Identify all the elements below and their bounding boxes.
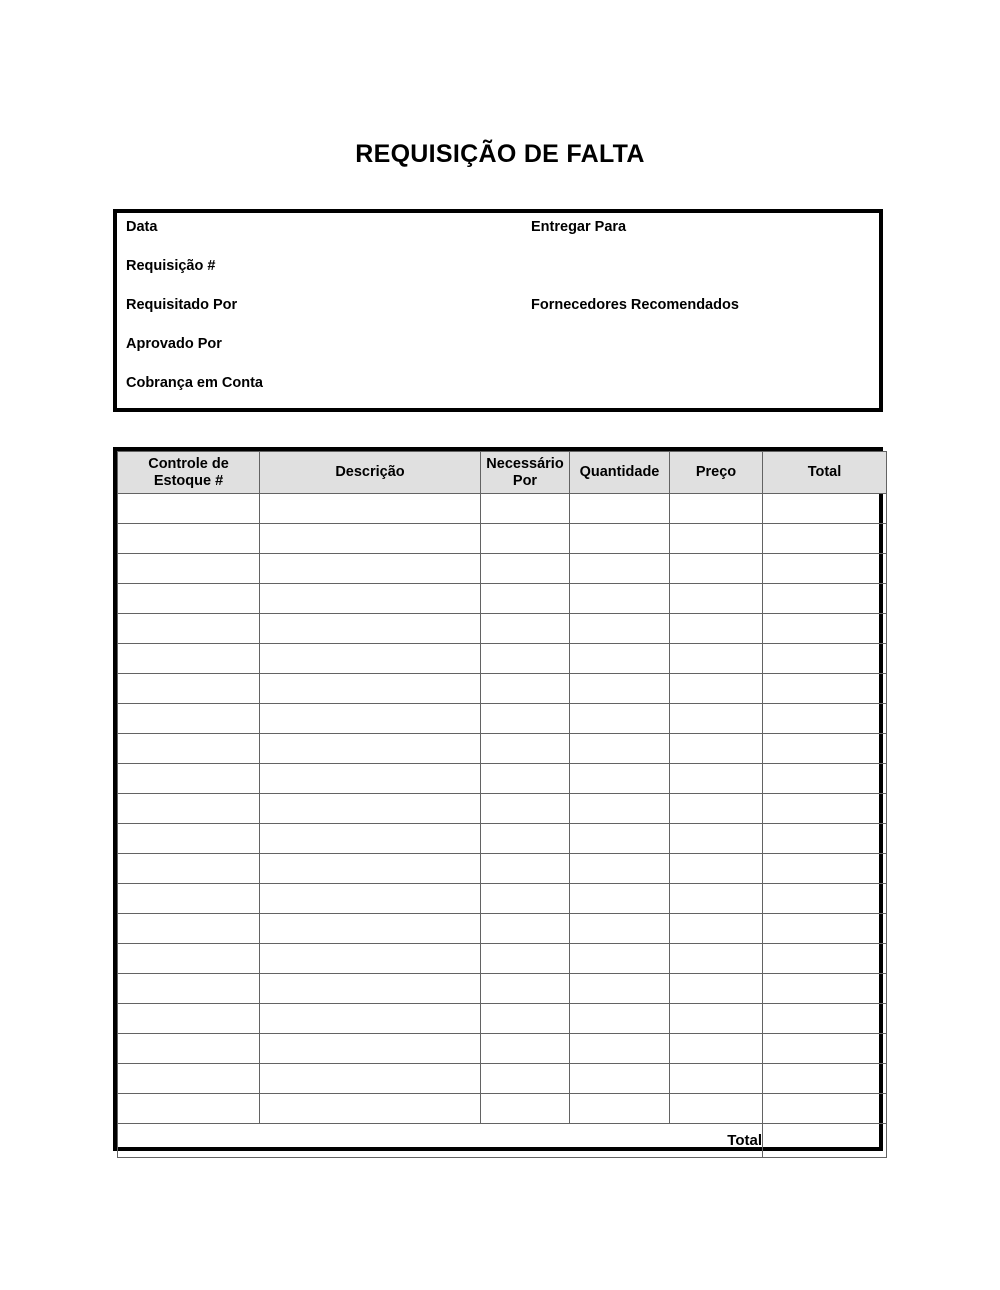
cell-needed[interactable] xyxy=(481,614,570,644)
cell-price[interactable] xyxy=(670,524,763,554)
total-value-cell[interactable] xyxy=(763,1124,887,1158)
cell-qty[interactable] xyxy=(570,584,670,614)
cell-needed[interactable] xyxy=(481,794,570,824)
table-row xyxy=(118,824,887,854)
column-header-total: Total xyxy=(763,452,887,494)
cell-price[interactable] xyxy=(670,644,763,674)
cell-total[interactable] xyxy=(763,914,887,944)
cell-total[interactable] xyxy=(763,974,887,1004)
table-row xyxy=(118,884,887,914)
cell-total[interactable] xyxy=(763,614,887,644)
line-items-header xyxy=(118,452,887,494)
cell-desc[interactable] xyxy=(260,674,481,704)
cell-price[interactable] xyxy=(670,494,763,524)
cell-total[interactable] xyxy=(763,734,887,764)
cell-needed[interactable] xyxy=(481,854,570,884)
cell-stock[interactable] xyxy=(118,1094,260,1124)
requisition-info-body xyxy=(117,213,879,408)
cell-desc[interactable] xyxy=(260,1004,481,1034)
table-row xyxy=(118,674,887,704)
cell-price[interactable] xyxy=(670,1094,763,1124)
cell-qty[interactable] xyxy=(570,854,670,884)
cell-total[interactable] xyxy=(763,1094,887,1124)
cell-price[interactable] xyxy=(670,704,763,734)
cell-desc[interactable] xyxy=(260,704,481,734)
cell-desc[interactable] xyxy=(260,884,481,914)
cell-needed[interactable] xyxy=(481,704,570,734)
cell-qty[interactable] xyxy=(570,614,670,644)
field-fornecedores-recomendados[interactable]: Fornecedores Recomendados xyxy=(531,297,739,313)
cell-needed[interactable] xyxy=(481,494,570,524)
cell-price[interactable] xyxy=(670,794,763,824)
cell-stock[interactable] xyxy=(118,1064,260,1094)
requisition-info-table xyxy=(117,213,879,408)
cell-total[interactable] xyxy=(763,524,887,554)
cell-desc[interactable] xyxy=(260,1034,481,1064)
field-entregar-para[interactable]: Entregar Para xyxy=(531,219,627,235)
table-row xyxy=(118,1094,887,1124)
cell-price[interactable] xyxy=(670,944,763,974)
cell-qty[interactable] xyxy=(570,1064,670,1094)
cell-desc[interactable] xyxy=(260,644,481,674)
cell-needed[interactable] xyxy=(481,764,570,794)
cell-stock[interactable] xyxy=(118,674,260,704)
cell-needed[interactable] xyxy=(481,584,570,614)
cell-price[interactable] xyxy=(670,1064,763,1094)
cell-qty[interactable] xyxy=(570,974,670,1004)
table-total-row xyxy=(118,1124,887,1158)
info-row-requisitado-por xyxy=(117,291,879,330)
cell-total[interactable] xyxy=(763,554,887,584)
cell-stock[interactable] xyxy=(118,524,260,554)
cell-total[interactable] xyxy=(763,824,887,854)
field-requisitado-por[interactable]: Requisitado Por xyxy=(126,297,238,313)
cell-needed[interactable] xyxy=(481,674,570,704)
cell-qty[interactable] xyxy=(570,674,670,704)
column-header-description: Descrição xyxy=(260,452,481,494)
cell-total[interactable] xyxy=(763,944,887,974)
table-row xyxy=(118,494,887,524)
cell-stock[interactable] xyxy=(118,734,260,764)
cell-desc[interactable] xyxy=(260,764,481,794)
cell-stock[interactable] xyxy=(118,704,260,734)
field-aprovado-por[interactable]: Aprovado Por xyxy=(126,336,222,352)
cell-qty[interactable] xyxy=(570,1094,670,1124)
cell-desc[interactable] xyxy=(260,494,481,524)
table-row xyxy=(118,704,887,734)
cell-total[interactable] xyxy=(763,794,887,824)
cell-qty[interactable] xyxy=(570,494,670,524)
cell-desc[interactable] xyxy=(260,944,481,974)
info-row-data xyxy=(117,213,879,252)
table-row xyxy=(118,974,887,1004)
cell-needed[interactable] xyxy=(481,734,570,764)
cell-price[interactable] xyxy=(670,1034,763,1064)
cell-qty[interactable] xyxy=(570,554,670,584)
cell-total[interactable] xyxy=(763,584,887,614)
cell-qty[interactable] xyxy=(570,794,670,824)
table-row xyxy=(118,1004,887,1034)
table-row xyxy=(118,584,887,614)
cell-total[interactable] xyxy=(763,764,887,794)
cell-desc[interactable] xyxy=(260,614,481,644)
table-row xyxy=(118,794,887,824)
column-header-price: Preço xyxy=(670,452,763,494)
cell-stock[interactable] xyxy=(118,854,260,884)
cell-needed[interactable] xyxy=(481,644,570,674)
cell-needed[interactable] xyxy=(481,1064,570,1094)
cell-price[interactable] xyxy=(670,614,763,644)
cell-qty[interactable] xyxy=(570,524,670,554)
total-label: Total xyxy=(118,1124,763,1158)
cell-stock[interactable] xyxy=(118,974,260,1004)
cell-total[interactable] xyxy=(763,884,887,914)
cell-qty[interactable] xyxy=(570,914,670,944)
cell-total[interactable] xyxy=(763,854,887,884)
cell-stock[interactable] xyxy=(118,824,260,854)
page-title: REQUISIÇÃO DE FALTA xyxy=(355,140,645,168)
cell-desc[interactable] xyxy=(260,1094,481,1124)
cell-needed[interactable] xyxy=(481,974,570,1004)
cell-price[interactable] xyxy=(670,764,763,794)
table-row xyxy=(118,554,887,584)
cell-desc[interactable] xyxy=(260,794,481,824)
cell-qty[interactable] xyxy=(570,764,670,794)
table-row xyxy=(118,1034,887,1064)
cell-total[interactable] xyxy=(763,1034,887,1064)
line-items-table xyxy=(117,451,887,1158)
cell-desc[interactable] xyxy=(260,524,481,554)
cell-needed[interactable] xyxy=(481,824,570,854)
cell-desc[interactable] xyxy=(260,1064,481,1094)
cell-qty[interactable] xyxy=(570,1004,670,1034)
cell-needed[interactable] xyxy=(481,944,570,974)
cell-stock[interactable] xyxy=(118,914,260,944)
cell-qty[interactable] xyxy=(570,824,670,854)
field-requisicao-numero[interactable]: Requisição # xyxy=(126,258,216,274)
cell-qty[interactable] xyxy=(570,1034,670,1064)
cell-stock[interactable] xyxy=(118,584,260,614)
table-header-row xyxy=(118,452,887,494)
cell-desc[interactable] xyxy=(260,584,481,614)
cell-qty[interactable] xyxy=(570,884,670,914)
cell-desc[interactable] xyxy=(260,914,481,944)
cell-total[interactable] xyxy=(763,674,887,704)
table-row xyxy=(118,944,887,974)
table-row xyxy=(118,644,887,674)
cell-needed[interactable] xyxy=(481,1094,570,1124)
table-row xyxy=(118,524,887,554)
cell-price[interactable] xyxy=(670,884,763,914)
requisition-info-block xyxy=(113,209,883,412)
line-items-block xyxy=(113,447,883,1151)
cell-stock[interactable] xyxy=(118,884,260,914)
cell-needed[interactable] xyxy=(481,524,570,554)
cell-total[interactable] xyxy=(763,644,887,674)
cell-price[interactable] xyxy=(670,554,763,584)
cell-needed[interactable] xyxy=(481,1004,570,1034)
cell-needed[interactable] xyxy=(481,1034,570,1064)
cell-stock[interactable] xyxy=(118,1004,260,1034)
cell-total[interactable] xyxy=(763,1064,887,1094)
cell-stock[interactable] xyxy=(118,944,260,974)
cell-qty[interactable] xyxy=(570,944,670,974)
cell-desc[interactable] xyxy=(260,734,481,764)
cell-stock[interactable] xyxy=(118,764,260,794)
cell-desc[interactable] xyxy=(260,824,481,854)
table-row xyxy=(118,914,887,944)
cell-stock[interactable] xyxy=(118,644,260,674)
table-row xyxy=(118,764,887,794)
line-items-footer xyxy=(118,1124,887,1158)
cell-needed[interactable] xyxy=(481,554,570,584)
cell-desc[interactable] xyxy=(260,854,481,884)
cell-stock[interactable] xyxy=(118,554,260,584)
field-cobranca-em-conta[interactable]: Cobrança em Conta xyxy=(126,375,263,391)
cell-desc[interactable] xyxy=(260,974,481,1004)
cell-price[interactable] xyxy=(670,854,763,884)
cell-stock[interactable] xyxy=(118,1034,260,1064)
cell-qty[interactable] xyxy=(570,734,670,764)
column-header-needed-by: Necessário Por xyxy=(481,452,570,494)
cell-total[interactable] xyxy=(763,704,887,734)
cell-stock[interactable] xyxy=(118,794,260,824)
cell-needed[interactable] xyxy=(481,884,570,914)
table-row xyxy=(118,734,887,764)
column-header-quantity: Quantidade xyxy=(570,452,670,494)
table-row xyxy=(118,854,887,884)
cell-price[interactable] xyxy=(670,974,763,1004)
cell-qty[interactable] xyxy=(570,644,670,674)
table-row xyxy=(118,1064,887,1094)
field-data[interactable]: Data xyxy=(126,219,158,235)
cell-desc[interactable] xyxy=(260,554,481,584)
cell-stock[interactable] xyxy=(118,494,260,524)
cell-stock[interactable] xyxy=(118,614,260,644)
cell-qty[interactable] xyxy=(570,704,670,734)
line-items-body xyxy=(118,494,887,1124)
cell-price[interactable] xyxy=(670,1004,763,1034)
cell-price[interactable] xyxy=(670,584,763,614)
cell-needed[interactable] xyxy=(481,914,570,944)
cell-price[interactable] xyxy=(670,734,763,764)
cell-total[interactable] xyxy=(763,1004,887,1034)
column-header-stock-control: Controle de Estoque # xyxy=(118,452,260,494)
table-row xyxy=(118,614,887,644)
cell-price[interactable] xyxy=(670,824,763,854)
cell-price[interactable] xyxy=(670,914,763,944)
cell-price[interactable] xyxy=(670,674,763,704)
cell-total[interactable] xyxy=(763,494,887,524)
